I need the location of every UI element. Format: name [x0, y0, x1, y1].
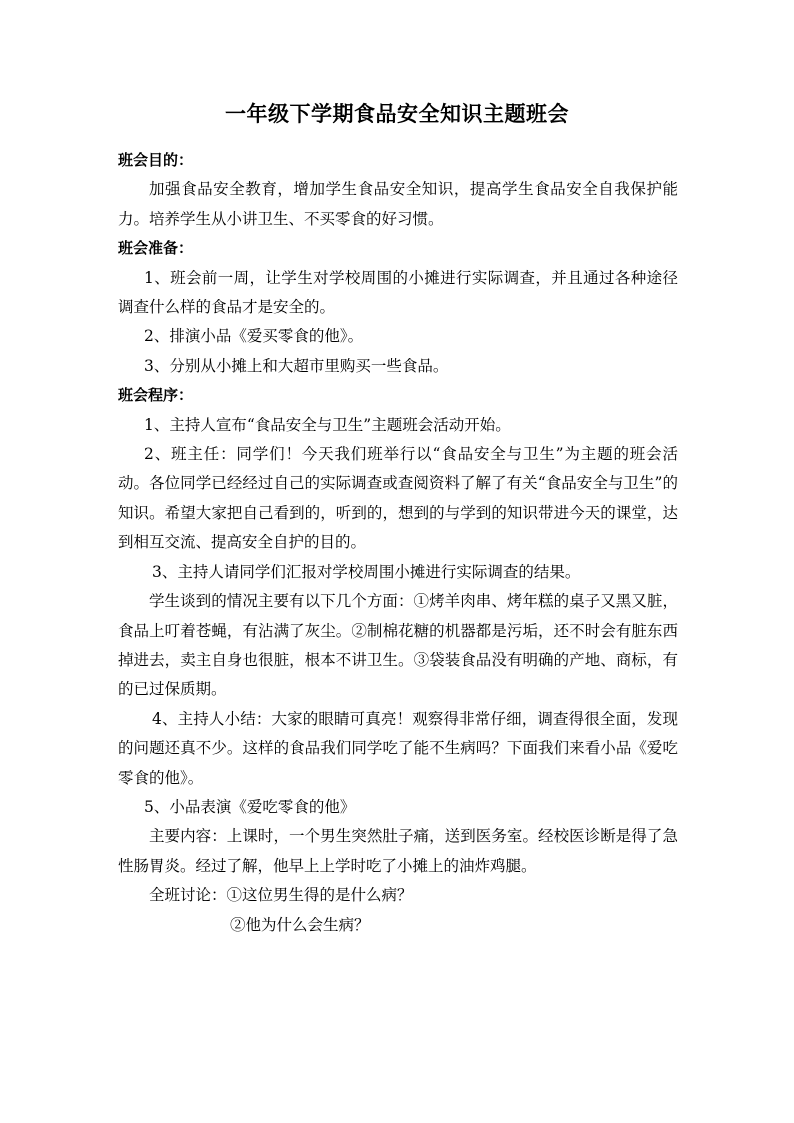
procedure-item-4: 4、主持人小结：大家的眼睛可真亮！观察得非常仔细，调查得很全面，发现的问题还真不少。这样的食品我们同学吃了能不生病吗？下面我们来看小品《爱吃零食的他》。	[118, 709, 678, 787]
class-discussion-question-2: ②他为什么会生病？	[230, 915, 370, 934]
preparation-item-2: 2、排演小品《爱买零食的他》。	[144, 327, 364, 346]
preparation-item-1: 1、班会前一周，让学生对学校周围的小摊进行实际调查，并且通过各种途径调查什么样的食品才是安全的。	[118, 268, 678, 317]
preparation-item-3: 3、分别从小摊上和大超市里购买一些食品。	[144, 356, 449, 375]
procedure-item-5: 5、小品表演《爱吃零食的他》	[144, 797, 356, 816]
document-body	[118, 146, 678, 940]
procedure-item-2: 2、班主任：同学们！今天我们班举行以“食品安全与卫生”为主题的班会活动。各位同学已经经过自己的实际调查或查阅资料了解了有关“食品安全与卫生”的知识。希望大家把自己看到的，听到的，想到的与学到的知识带进今天的课堂，达到相互交流、提高安全自护的目的。	[118, 445, 678, 552]
section-heading-procedure: 班会程序：	[118, 386, 194, 405]
procedure-item-1: 1、主持人宣布“食品安全与卫生”主题班会活动开始。	[144, 415, 511, 434]
section-heading-purpose: 班会目的：	[118, 151, 194, 169]
class-discussion-question-1: 全班讨论：①这位男生得的是什么病？	[149, 886, 413, 905]
procedure-item-3: 3、主持人请同学们汇报对学校周围小摊进行实际调查的结果。	[152, 562, 581, 581]
section-heading-preparation: 班会准备：	[118, 239, 194, 258]
skit-content-paragraph: 主要内容：上课时，一个男生突然肚子痛，送到医务室。经校医诊断是得了急性肠胃炎。经过了解，他早上上学时吃了小摊上的油炸鸡腿。	[118, 827, 678, 875]
document-title: 一年级下学期食品安全知识主题班会	[225, 101, 569, 126]
survey-findings-paragraph: 学生谈到的情况主要有以下几个方面：①烤羊肉串、烤年糕的桌子又黑又脏，食品上叮着苍蝇，有沾满了灰尘。②制棉花糖的机器都是污垢，还不时会有脏东西掉进去，卖主自身也很脏，根本不讲卫生。③袋装食品没有明确的产地、商标，有的已过保质期。	[118, 592, 678, 699]
purpose-paragraph: 加强食品安全教育，增加学生食品安全知识，提高学生食品安全自我保护能力。培养学生从小讲卫生、不买零食的好习惯。	[118, 180, 678, 228]
